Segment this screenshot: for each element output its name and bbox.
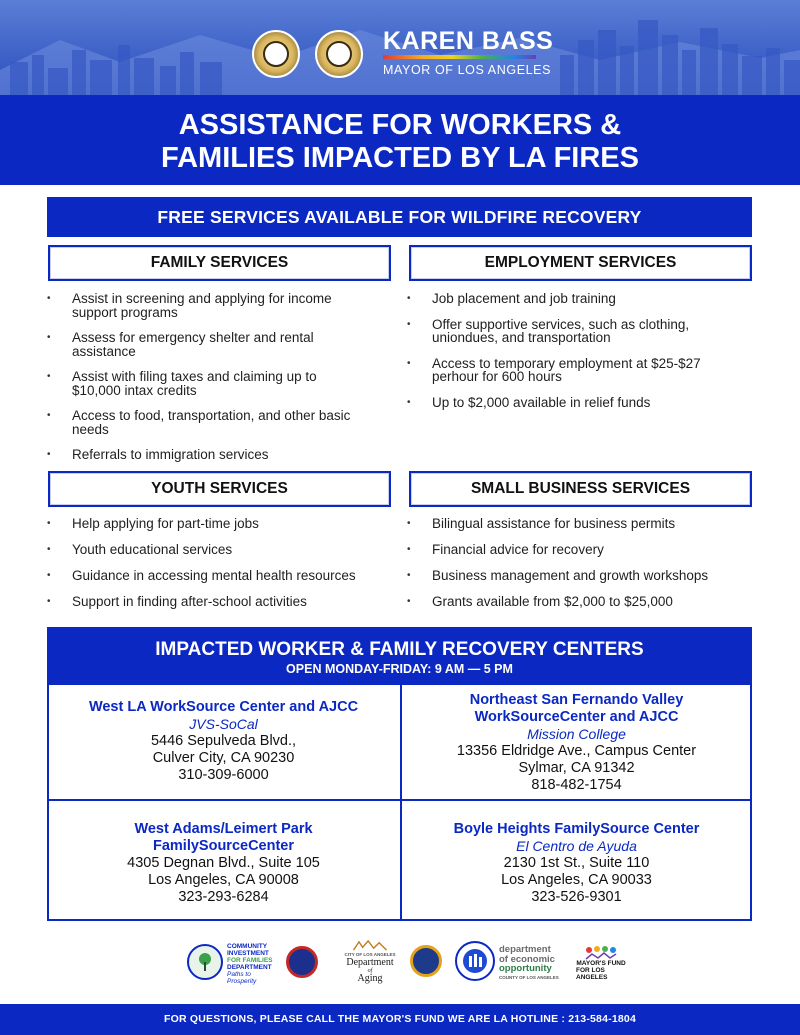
page-title (0, 95, 800, 185)
cifd-wordmark: COMMUNITY INVESTMENT FOR FAMILIES DEPARTMENT Paths to Prosperity (227, 943, 273, 985)
list-item: • Assess for emergency shelter and rental assistance (47, 331, 397, 358)
youth-services-heading: YOUTH SERVICES (48, 471, 391, 507)
center-boyle-heights (402, 821, 751, 906)
economic-opportunity-logo: department of economic opportunity COUNTY OF LOS ANGELES (499, 944, 559, 980)
center-address-line: Los Angeles, CA 90033 (501, 872, 652, 888)
center-name: West Adams/Leimert Park (134, 821, 313, 837)
list-item: • Bilingual assistance for business permits (407, 517, 757, 531)
center-address-line: 4305 Degnan Blvd., Suite 105 (127, 855, 320, 871)
mayor-name: KAREN BASS (383, 27, 554, 55)
center-address-line: 5446 Sepulveda Blvd., (150, 733, 297, 749)
center-name: West LA WorkSource Center and AJCC (88, 699, 359, 715)
youth-development-logo (455, 941, 495, 981)
title-line-2: FAMILIES IMPACTED BY LA FIRES (161, 142, 639, 174)
recovery-centers-table (47, 627, 752, 921)
list-item: • Assist in screening and applying for income support programs (47, 292, 397, 319)
employment-services-heading: EMPLOYMENT SERVICES (409, 245, 752, 281)
center-address-line: Sylmar, CA 91342 (518, 760, 635, 776)
list-item: • Guidance in accessing mental health resources (47, 569, 402, 583)
center-name: Boyle Heights FamilySource Center (453, 821, 700, 837)
list-item: • Help applying for part-time jobs (47, 517, 402, 531)
small-business-services-heading: SMALL BUSINESS SERVICES (409, 471, 752, 507)
center-operator: El Centro de Ayuda (516, 838, 637, 854)
county-seal-logo (252, 30, 300, 78)
list-item: • Youth educational services (47, 543, 402, 557)
small-business-services-list (407, 517, 757, 621)
footer-hotline: FOR QUESTIONS, PLEASE CALL THE MAYOR'S FUND WE ARE LA HOTLINE : 213-584-1804 (0, 1004, 800, 1035)
list-item: • Access to food, transportation, and other basic needs (47, 409, 397, 436)
workforce-board-seal-logo (410, 945, 442, 977)
center-west-adams (49, 821, 398, 906)
list-item: • Job placement and job training (407, 292, 757, 306)
family-services-heading: FAMILY SERVICES (48, 245, 391, 281)
center-phone: 323-293-6284 (178, 889, 269, 905)
list-item: • Grants available from $2,000 to $25,000 (407, 595, 757, 609)
center-operator: Mission College (527, 726, 626, 742)
center-address-line: Culver City, CA 90230 (152, 750, 295, 766)
list-item: • Offer supportive services, such as clothing, uniondues, and transportation (407, 318, 757, 345)
rainbow-stripe (383, 55, 536, 59)
economic-development-seal-logo (286, 946, 318, 978)
mayors-fund-logo: MAYOR'S FUND FOR LOS ANGELES (576, 943, 626, 983)
header-banner (0, 0, 800, 95)
list-item: • Referrals to immigration services (47, 448, 397, 462)
free-services-heading: FREE SERVICES AVAILABLE FOR WILDFIRE RECOVERY (47, 197, 752, 237)
recovery-centers-hours: OPEN MONDAY-FRIDAY: 9 AM — 5 PM (286, 662, 513, 676)
center-phone: 323-526-9301 (531, 889, 622, 905)
center-name: Northeast San Fernando Valley (469, 692, 684, 708)
list-item: • Business management and growth workshops (407, 569, 757, 583)
center-address-line: 13356 Eldridge Ave., Campus Center (456, 743, 697, 759)
family-services-list (47, 292, 397, 474)
center-west-la (49, 699, 398, 784)
list-item: • Up to $2,000 available in relief funds (407, 396, 757, 410)
title-line-1: ASSISTANCE FOR WORKERS & (178, 109, 622, 141)
list-item: • Financial advice for recovery (407, 543, 757, 557)
center-phone: 818-482-1754 (531, 777, 622, 793)
center-name: WorkSourceCenter and AJCC (474, 709, 679, 725)
employment-services-list (407, 292, 757, 421)
center-operator: JVS-SoCal (189, 716, 258, 732)
table-divider-horizontal (49, 799, 750, 801)
list-item: • Assist with filing taxes and claiming up to $10,000 intax credits (47, 370, 397, 397)
recovery-centers-header (49, 629, 750, 685)
list-item: • Access to temporary employment at $25-$27 perhour for 600 hours (407, 357, 757, 384)
center-northeast-sfv (402, 692, 751, 794)
mayor-title: MAYOR OF LOS ANGELES (383, 63, 552, 77)
cifd-tree-logo (187, 944, 223, 980)
recovery-centers-title: IMPACTED WORKER & FAMILY RECOVERY CENTERS (155, 639, 644, 660)
center-phone: 310-309-6000 (178, 767, 269, 783)
youth-services-list (47, 517, 402, 621)
center-address-line: 2130 1st St., Suite 110 (503, 855, 650, 871)
center-name: FamilySourceCenter (152, 838, 295, 854)
city-seal-logo (315, 30, 363, 78)
partner-logos (0, 938, 800, 988)
center-address-line: Los Angeles, CA 90008 (148, 872, 299, 888)
department-of-aging-logo: CITY OF LOS ANGELES Department of Aging (337, 940, 403, 984)
list-item: • Support in finding after-school activities (47, 595, 402, 609)
